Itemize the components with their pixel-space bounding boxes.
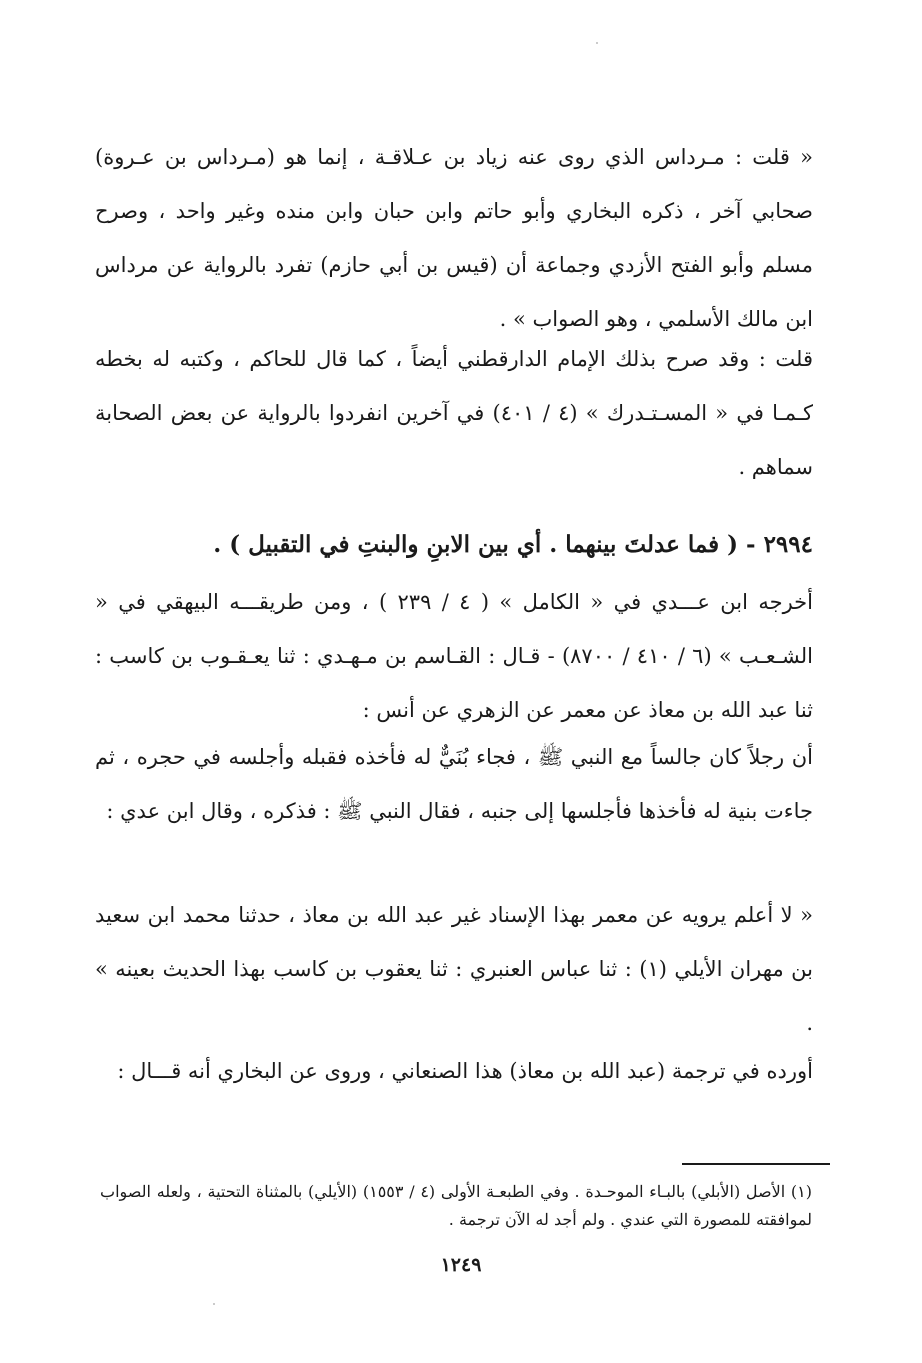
footnote-separator [682,1163,830,1165]
paragraph-daraqutni-note: قلت : وقد صرح بذلك الإمام الدارقطني أيضاً ، كما قال للحاكم ، وكتبه له بخطه كـمـا في « المسـتـدرك » (٤ / ٤٠١) في آخرين انفردوا بالرواية عن بعض الصحابة سماهم . [95,347,813,479]
footnote-1: (١) الأصل (الأبلي) بالبـاء الموحـدة . وفي الطبعـة الأولى (٤ / ١٥٥٣) (الأيلي) بالمثناة التحتية ، ولعله الصواب لموافقته للمصورة التي عندي . ولم أجد له الآن ترجمة . [100,1182,813,1229]
page-number: ١٢٤٩ [440,1254,482,1276]
paragraph-takhrij: أخرجه ابن عـــدي في « الكامل » ( ٤ / ٢٣٩ ) ، ومن طريقـــه البيهقي في « الشـعـب » (٦ / ٤١٠ / ٨٧٠٠) - قـال : القـاسم بن مـهـدي : ثنا يعـقـوب بن كاسب : ثنا عبد الله بن معاذ عن معمر عن الزهري عن أنس : [95,590,813,722]
scan-speck [213,1303,215,1305]
paragraph-hadith-text: أن رجلاً كان جالساً مع النبي ﷺ ، فجاء بُنَيٌّ له فأخذه فقبله وأجلسه في حجره ، ثم جاءت بنية له فأخذها فأجلسها إلى جنبه ، فقال النبي ﷺ : فذكره ، وقال ابن عدي : [95,745,813,823]
paragraph-quote-mirdas: « قلت : مـرداس الذي روى عنه زياد بن عـلاقـة ، إنما هو (مـرداس بن عـروة) صحابي آخر ، ذكره البخاري وأبو حاتم وابن حبان وابن منده وغير واحد ، وصرح مسلم وأبو الفتح الأزدي وجماعة أن (قيس بن أبي حازم) تفرد بالرواية عن مرداس ابن مالك الأسلمي ، وهو الصواب » . [95,145,813,331]
paragraph-ibn-adi-quote: « لا أعلم يرويه عن معمر بهذا الإسناد غير عبد الله بن معاذ ، حدثنا محمد ابن سعيد بن مهران الأيلي (١) : ثنا عباس العنبري : ثنا يعقوب بن كاسب بهذا الحديث بعينه » . [95,903,813,1035]
scan-speck [596,42,598,44]
hadith-heading-2994: ٢٩٩٤ - ( فما عدلتَ بينهما . أي بين الابنِ والبنتِ في التقبيل ) . [213,531,813,558]
paragraph-tarjama: أورده في ترجمة (عبد الله بن معاذ) هذا الصنعاني ، وروى عن البخاري أنه قـــال : [117,1059,813,1083]
